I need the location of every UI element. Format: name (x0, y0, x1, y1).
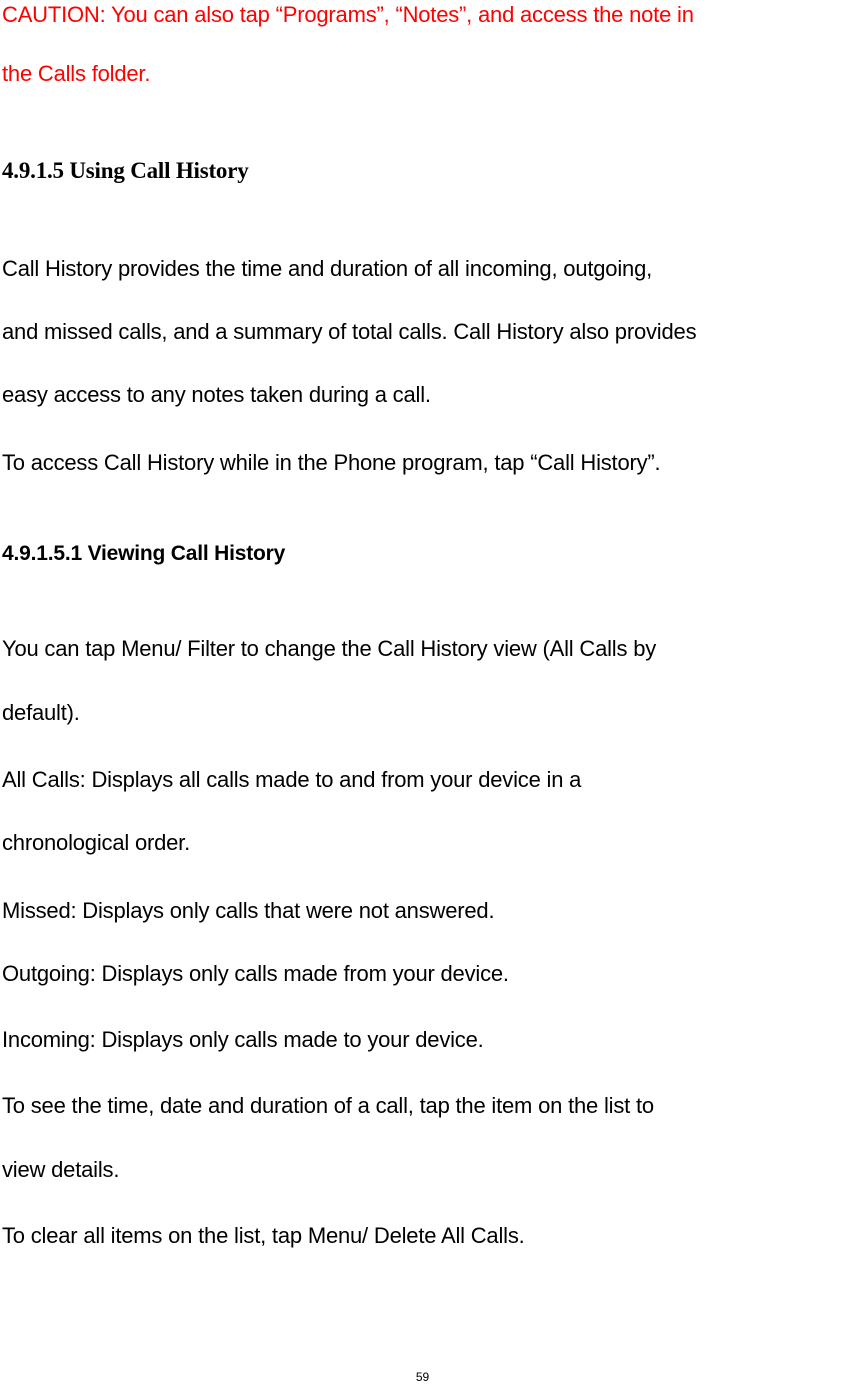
caution-line-2: the Calls folder. (2, 61, 151, 86)
page-number: 59 (415, 1370, 430, 1384)
viewing-line-10: To clear all items on the list, tap Menu/ Delete All Calls. (2, 1223, 525, 1248)
viewing-line-7: Incoming: Displays only calls made to your device. (2, 1027, 484, 1052)
viewing-line-8: To see the time, date and duration of a call, tap the item on the list to (2, 1093, 654, 1118)
viewing-line-5: Missed: Displays only calls that were not answered. (2, 898, 495, 923)
section-heading: 4.9.1.5 Using Call History (2, 158, 249, 183)
subsection-heading: 4.9.1.5.1 Viewing Call History (2, 542, 286, 565)
viewing-line-3: All Calls: Displays all calls made to and from your device in a (2, 767, 582, 792)
intro-line-2: and missed calls, and a summary of total calls. Call History also provides (2, 319, 697, 344)
caution-line-1: CAUTION: You can also tap “Programs”, “Notes”, and access the note in (2, 2, 694, 27)
intro-line-4: To access Call History while in the Phone program, tap “Call History”. (2, 450, 661, 475)
intro-line-3: easy access to any notes taken during a call. (2, 382, 431, 407)
viewing-line-2: default). (2, 700, 80, 725)
intro-line-1: Call History provides the time and duration of all incoming, outgoing, (2, 256, 653, 281)
viewing-line-1: You can tap Menu/ Filter to change the Call History view (All Calls by (2, 636, 657, 661)
viewing-line-6: Outgoing: Displays only calls made from your device. (2, 961, 509, 986)
viewing-line-9: view details. (2, 1157, 120, 1182)
viewing-line-4: chronological order. (2, 830, 191, 855)
